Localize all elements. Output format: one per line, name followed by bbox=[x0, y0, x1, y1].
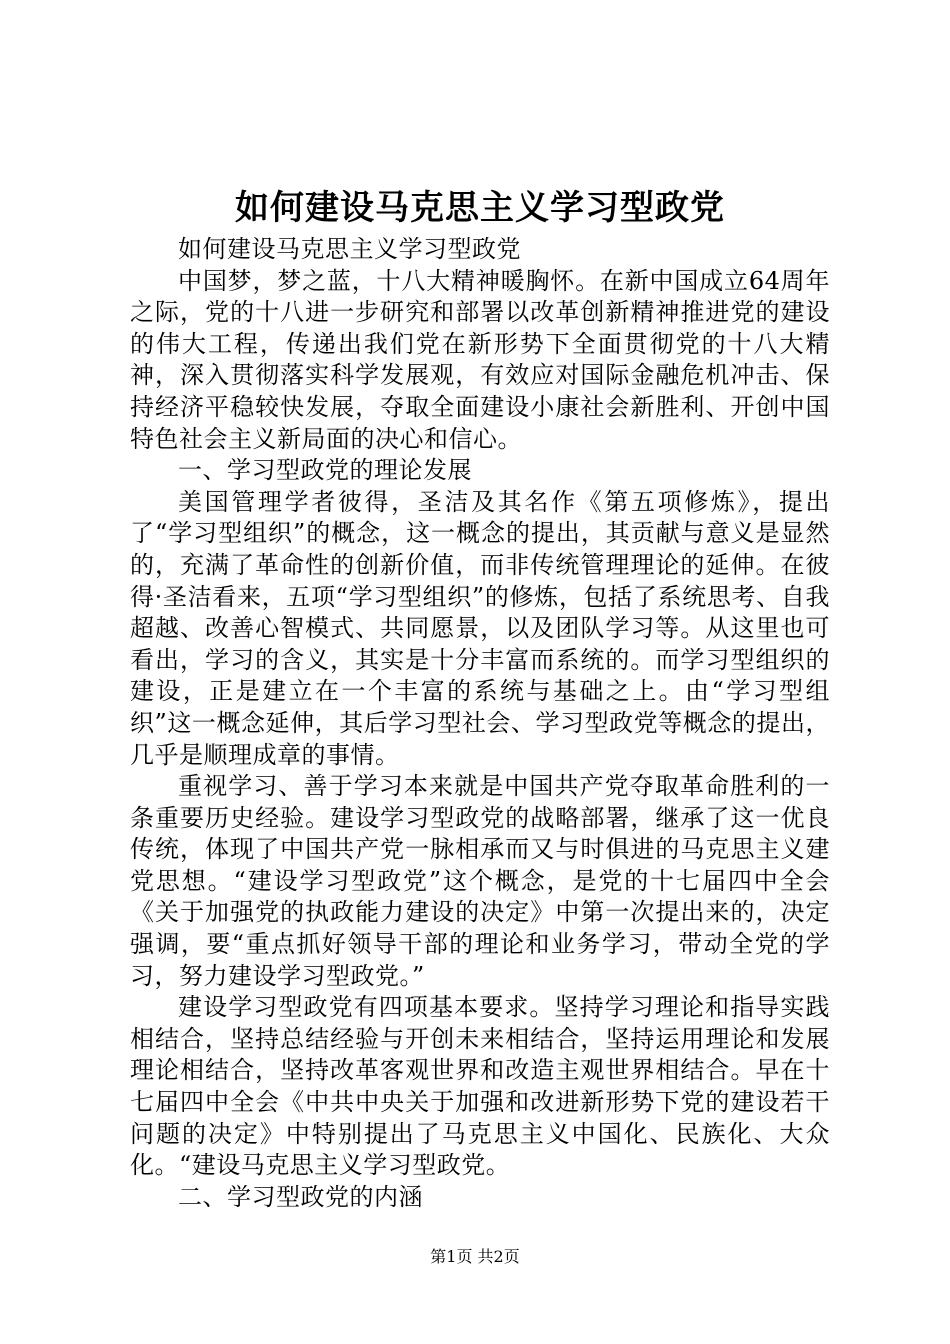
paragraph-subtitle: 如何建设马克思主义学习型政党 bbox=[178, 235, 521, 263]
section-heading-1: 一、学习型政党的理论发展 bbox=[178, 456, 472, 485]
document-title: 如何建设马克思主义学习型政党 bbox=[235, 188, 725, 228]
paragraph-intro: 中国梦，梦之蓝，十八大精神暖胸怀。在新中国成立64周年之际，党的十八进一步研究和部署以改革创新精神推进党的建设的伟大工程，传递出我们党在新形势下全面贯彻党的十八大精神，深入贯彻落实科学发展观，有效应对国际金融危机冲击、保持经济平稳较快发展，夺取全面建设小康社会新胜利、开创中国特色社会主义新局面的决心和信心。 bbox=[130, 266, 830, 453]
paragraph-learning-organization: 美国管理学者彼得，圣洁及其名作《第五项修炼》，提出了“学习型组织”的概念，这一概念的提出，其贡献与意义是显然的，充满了革命性的创新价值，而非传统管理理论的延伸。在彼得·圣洁看来，五项“学习型组织”的修炼，包括了系统思考、自我超越、改善心智模式、共同愿景，以及团队学习等。从这里也可看出，学习的含义，其实是十分丰富而系统的。而学习型组织的建设，正是建立在一个丰富的系统与基础之上。由“学习型组织”这一概念延伸，其后学习型社会、学习型政党等概念的提出，几乎是顺理成章的事情。 bbox=[130, 487, 830, 769]
page-footer: 第1页 共2页 bbox=[430, 1247, 520, 1266]
paragraph-requirements: 建设学习型政党有四项基本要求。坚持学习理论和指导实践相结合，坚持总结经验与开创未来相结合，坚持运用理论和发展理论相结合，坚持改革客观世界和改造主观世界相结合。早在十七届四中全会《中共中央关于加强和改进新形势下党的建设若干问题的决定》中特别提出了马克思主义中国化、民族化、大众化。“建设马克思主义学习型政党。 bbox=[130, 993, 830, 1180]
paragraph-history: 重视学习、善于学习本来就是中国共产党夺取革命胜利的一条重要历史经验。建设学习型政党的战略部署，继承了这一优良传统，体现了中国共产党一脉相承而又与时俱进的马克思主义建党思想。“建设学习型政党”这个概念，是党的十七届四中全会《关于加强党的执政能力建设的决定》中第一次提出来的，决定强调，要“重点抓好领导干部的理论和业务学习，带动全党的学习，努力建设学习型政党。” bbox=[130, 772, 830, 990]
document-body bbox=[130, 182, 830, 1213]
section-heading-2: 二、学习型政党的内涵 bbox=[178, 1182, 423, 1211]
